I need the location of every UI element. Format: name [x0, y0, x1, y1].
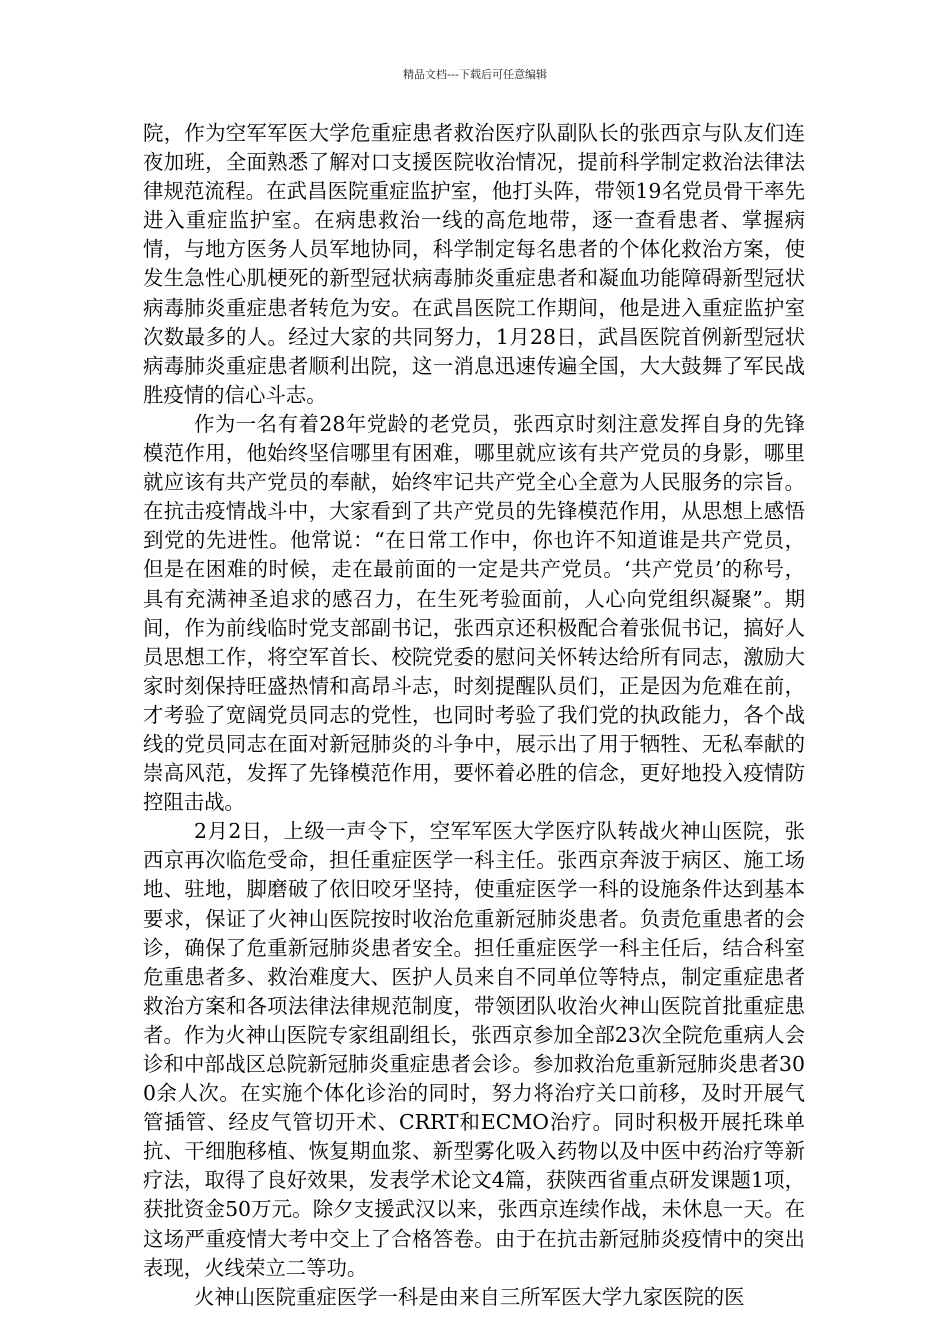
paragraph-1: 院，作为空军军医大学危重症患者救治医疗队副队长的张西京与队友们连夜加班，全面熟悉了解对口支援医院收治情况，提前科学制定救治法律法律规范流程。在武昌医院重症监护室，他打头阵，带领19名党员骨干率先进入重症监护室。在病患救治一线的高危地带，逐一查看患者、掌握病情，与地方医务人员军地协同，科学制定每名患者的个体化救治方案，使发生急性心肌梗死的新型冠状病毒肺炎重症患者和凝血功能障碍新型冠状病毒肺炎重症患者转危为安。在武昌医院工作期间，他是进入重症监护室次数最多的人。经过大家的共同努力，1月28日，武昌医院首例新型冠状病毒肺炎重症患者顺利出院，这一消息迅速传遍全国，大大鼓舞了军民战胜疫情的信心斗志。: [143, 121, 805, 407]
page-header: 精品文档---下载后可任意编辑: [403, 68, 547, 81]
document-body: [143, 119, 805, 1312]
paragraph-4: 火神山医院重症医学一科是由来自三所军医大学九家医院的医: [194, 1284, 745, 1309]
paragraph-2: 作为一名有着28年党龄的老党员，张西京时刻注意发挥自身的先锋模范作用，他始终坚信哪里有困难，哪里就应该有共产党员的身影，哪里就应该有共产党员的奉献，始终牢记共产党全心全意为人民服务的宗旨。在抗击疫情战斗中，大家看到了共产党员的先锋模范作用，从思想上感悟到党的先进性。他常说：“在日常工作中，你也许不知道谁是共产党员，但是在困难的时候，走在最前面的一定是共产党员。‘共产党员’的称号，具有充满神圣追求的感召力，在生死考验面前，人心向党组织凝聚”。期间，作为前线临时党支部副书记，张西京还积极配合着张侃书记，搞好人员思想工作，将空军首长、校院党委的慰问关怀转达给所有同志，激励大家时刻保持旺盛热情和高昂斗志，时刻提醒队员们，正是因为危难在前，才考验了宽阔党员同志的党性，也同时考验了我们党的执政能力，各个战线的党员同志在面对新冠肺炎的斗争中，展示出了用于牺牲、无私奉献的崇高风范，发挥了先锋模范作用，要怀着必胜的信念，更好地投入疫情防控阻击战。: [143, 411, 805, 815]
paragraph-3: 2月2日，上级一声令下，空军军医大学医疗队转战火神山医院，张西京再次临危受命，担任重症医学一科主任。张西京奔波于病区、施工场地、驻地，脚磨破了依旧咬牙坚持，使重症医学一科的设施条件达到基本要求，保证了火神山医院按时收治危重新冠肺炎患者。负责危重患者的会诊，确保了危重新冠肺炎患者安全。担任重症医学一科主任后，结合科室危重患者多、救治难度大、医护人员来自不同单位等特点，制定重症患者救治方案和各项法律法律规范制度，带领团队收治火神山医院首批重症患者。作为火神山医院专家组副组长，张西京参加全部23次全院危重病人会诊和中部战区总院新冠肺炎重症患者会诊。参加救治危重新冠肺炎患者300余人次。在实施个体化诊治的同时，努力将治疗关口前移，及时开展气管插管、经皮气管切开术、CRRT和ECMO治疗。同时积极开展托珠单抗、干细胞移植、恢复期血浆、新型雾化吸入药物以及中医中药治疗等新疗法，取得了良好效果，发表学术论文4篇，获陕西省重点研发课题1项，获批资金50万元。除夕支援武汉以来，张西京连续作战，未休息一天。在这场严重疫情大考中交上了合格答卷。由于在抗击新冠肺炎疫情中的突出表现，火线荣立二等功。: [143, 819, 805, 1280]
